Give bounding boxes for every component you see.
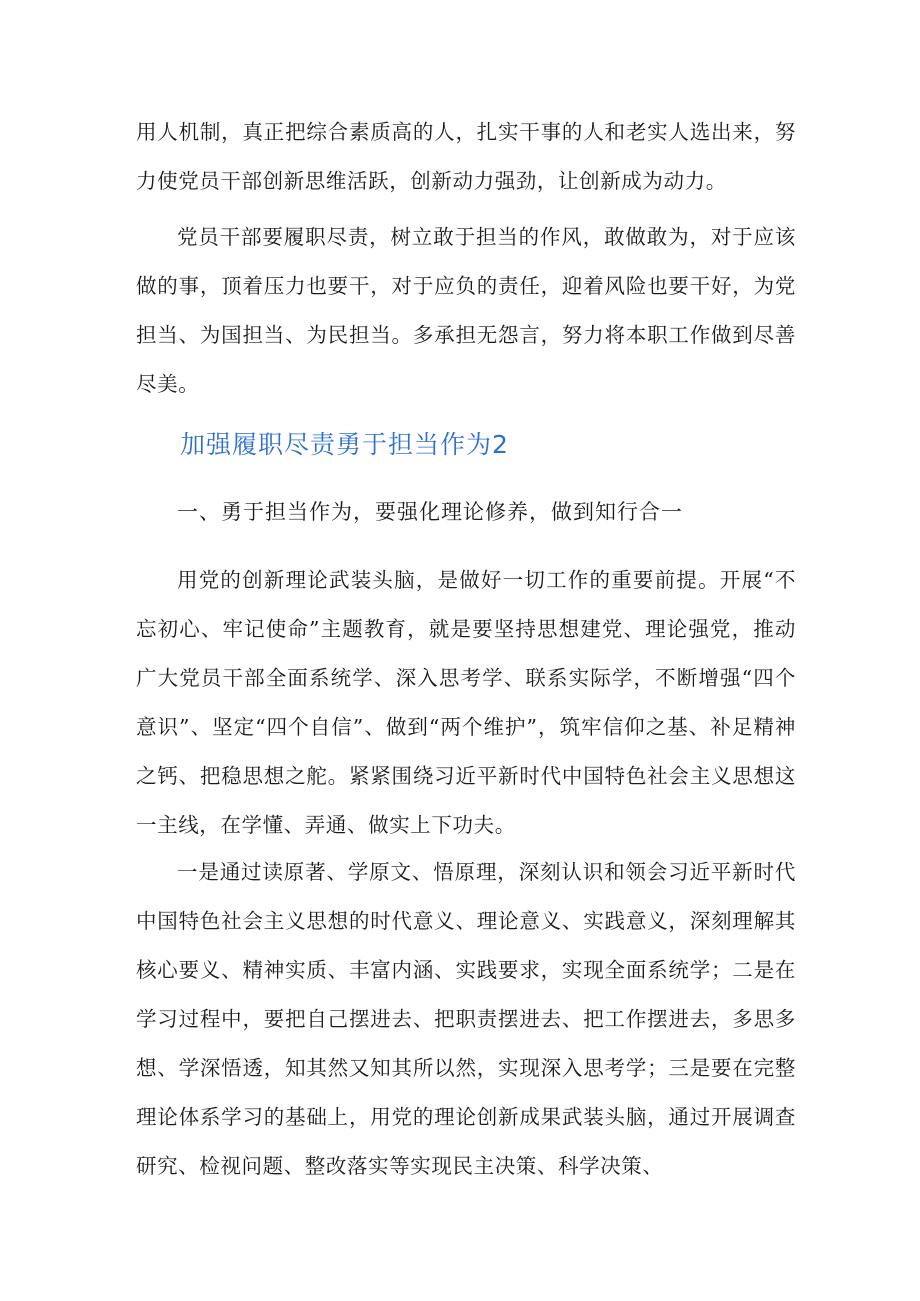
section-heading: 加强履职尽责勇于担当作为2 <box>180 430 509 459</box>
paragraph-theory: 用党的创新理论武装头脑，是做好一切工作的重要前提。开展“不忘初心、牢记使命”主题教育，就是要坚持思想建党、理论强党，推动广大党员干部全面系统学、深入思考学、联系实际学，不断增强“四个意识”、坚定“四个自信”、做到“两个维护”，筑牢信仰之基、补足精神之钙、把稳思想之舵。紧紧围绕习近平新时代中国特色社会主义思想这一主线，在学懂、弄通、做实上下功夫。 <box>136 568 796 837</box>
paragraph-continuation: 用人机制，真正把综合素质高的人，扎实干事的人和老实人选出来，努力使党员干部创新思维活跃，创新动力强劲，让创新成为动力。 <box>136 120 796 193</box>
subsection-heading: 一、勇于担当作为，要强化理论修养，做到知行合一 <box>177 500 683 524</box>
paragraph-study-methods: 一是通过读原著、学原文、悟原理，深刻认识和领会习近平新时代中国特色社会主义思想的时代意义、理论意义、实践意义，深刻理解其核心要义、精神实质、丰富内涵、实践要求，实现全面系统学；二是在学习过程中，要把自己摆进去、把职责摆进去、把工作摆进去，多思多想、学深悟透，知其然又知其所以然，实现深入思考学；三是要在完整理论体系学习的基础上，用党的理论创新成果武装头脑，通过开展调查研究、检视问题、整改落实等实现民主决策、科学决策、 <box>136 860 796 1178</box>
paragraph-responsibility: 党员干部要履职尽责，树立敢于担当的作风，敢做敢为，对于应该做的事，顶着压力也要干，对于应负的责任，迎着风险也要干好，为党担当、为国担当、为民担当。多承担无怨言，努力将本职工作做到尽善尽美。 <box>136 225 796 396</box>
